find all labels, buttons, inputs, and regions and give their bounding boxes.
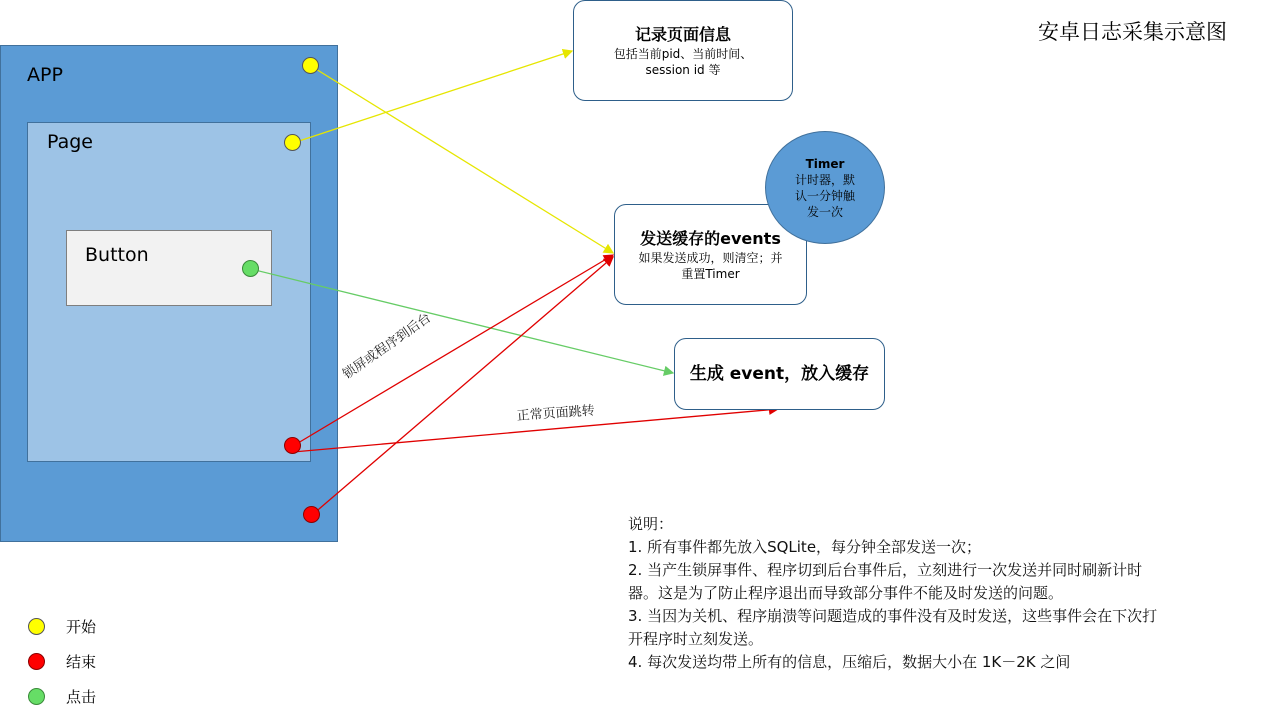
legend-start-dot bbox=[28, 618, 45, 635]
record-node-desc: 包括当前pid、当前时间、session id 等 bbox=[613, 46, 753, 77]
button-click-dot bbox=[242, 260, 259, 277]
generate-node-title: 生成 event，放入缓存 bbox=[689, 364, 870, 384]
notes-item: 1. 所有事件都先放入SQLite，每分钟全部发送一次； bbox=[628, 538, 982, 556]
line-app-start-to-send bbox=[311, 66, 613, 253]
notes-heading: 说明： bbox=[628, 515, 674, 533]
edge-label-lock: 锁屏或程序到后台 bbox=[340, 310, 435, 383]
legend-end-dot bbox=[28, 653, 45, 670]
timer-title: Timer bbox=[805, 156, 845, 171]
notes-item: 2. 当产生锁屏事件、程序切到后台事件后，立刻进行一次发送并同时刷新计时器。这是为了防止程序退出而导致部分事件不能及时发送的问题。 bbox=[628, 561, 1143, 602]
send-node-desc: 如果发送成功，则清空；并重置Timer bbox=[638, 250, 783, 281]
notes-item: 4. 每次发送均带上所有的信息，压缩后，数据大小在 1K－2K 之间 bbox=[628, 653, 1071, 671]
legend-end-label: 结束 bbox=[66, 653, 97, 671]
legend-start-label: 开始 bbox=[66, 618, 97, 636]
app-label: APP bbox=[27, 64, 63, 86]
notes-item: 3. 当因为关机、程序崩溃等问题造成的事件没有及时发送，这些事件会在下次打开程序时立刻发送。 bbox=[628, 607, 1158, 648]
page-end-dot bbox=[284, 437, 301, 454]
line-button-click-to-generate bbox=[251, 269, 673, 373]
notes-section bbox=[628, 513, 1168, 674]
page-start-dot bbox=[284, 134, 301, 151]
record-page-info-node bbox=[573, 0, 793, 101]
legend-click-label: 点击 bbox=[66, 688, 97, 706]
legend-end bbox=[28, 651, 96, 672]
generate-event-node bbox=[674, 338, 885, 410]
timer-circle bbox=[765, 131, 885, 244]
page-label: Page bbox=[47, 131, 93, 153]
app-end-dot bbox=[303, 506, 320, 523]
legend-click bbox=[28, 686, 96, 707]
record-node-title: 记录页面信息 bbox=[634, 24, 731, 44]
send-node-title: 发送缓存的events bbox=[640, 228, 781, 248]
line-page-start-to-record bbox=[293, 51, 572, 143]
legend-start bbox=[28, 616, 96, 637]
diagram-title: 安卓日志采集示意图 bbox=[1038, 20, 1227, 44]
legend-click-dot bbox=[28, 688, 45, 705]
timer-desc: 计时器，默认一分钟触发一次 bbox=[794, 172, 855, 219]
app-start-dot bbox=[302, 57, 319, 74]
edge-label-normal: 正常页面跳转 bbox=[516, 403, 596, 424]
button-label: Button bbox=[85, 244, 149, 266]
